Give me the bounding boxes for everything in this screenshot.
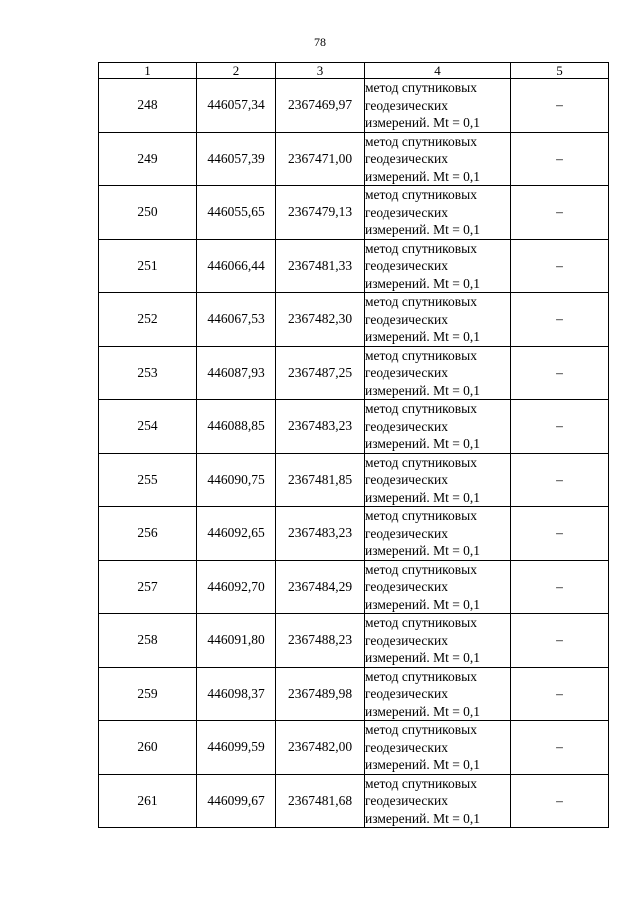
method-text-line: измерений. Mt = 0,1 [365, 543, 481, 558]
y-coordinate-cell: 2367482,00 [276, 721, 365, 775]
method-cell [365, 293, 511, 347]
method-text-line: измерений. Mt = 0,1 [365, 489, 481, 505]
method-cell [365, 239, 511, 293]
method-text-line: геодезических [365, 472, 448, 487]
table-header-row [99, 63, 609, 79]
table-row [99, 667, 609, 721]
y-coordinate-cell: 2367479,13 [276, 186, 365, 240]
method-text-line: измерений. Mt = 0,1 [365, 382, 481, 398]
method-text-line: измерений. Mt = 0,1 [365, 329, 481, 344]
method-text-line: геодезических [365, 97, 448, 113]
method-text-line: геодезических [365, 418, 448, 434]
x-coordinate-cell: 446092,70 [197, 560, 276, 614]
note-cell: – [511, 453, 609, 507]
method-text-line: измерений. Mt = 0,1 [365, 810, 481, 826]
method-text-line: геодезических [365, 151, 448, 166]
method-cell [365, 721, 511, 775]
method-text-line: метод спутниковых [365, 615, 477, 630]
y-coordinate-cell: 2367489,98 [276, 667, 365, 721]
y-coordinate-cell: 2367481,68 [276, 774, 365, 828]
method-text-line: геодезических [365, 525, 448, 541]
method-cell [365, 453, 511, 507]
table-row [99, 721, 609, 775]
y-coordinate-cell: 2367481,33 [276, 239, 365, 293]
x-coordinate-cell: 446066,44 [197, 239, 276, 293]
note-cell: – [511, 293, 609, 347]
method-text-line: геодезических [365, 739, 448, 755]
method-text-line: геодезических [365, 311, 448, 327]
method-text-line: измерений. Mt = 0,1 [365, 222, 481, 237]
method-text-line: геодезических [365, 632, 448, 648]
point-number-cell: 259 [99, 667, 197, 721]
method-cell [365, 507, 511, 561]
point-number-cell: 249 [99, 132, 197, 186]
note-cell: – [511, 132, 609, 186]
method-text-line: метод спутниковых [365, 240, 477, 256]
table-row [99, 400, 609, 454]
method-text-line: геодезических [365, 258, 448, 273]
coordinates-table [98, 62, 609, 828]
table-row [99, 453, 609, 507]
point-number-cell: 253 [99, 346, 197, 400]
x-coordinate-cell: 446099,67 [197, 774, 276, 828]
method-text-line: метод спутниковых [365, 294, 477, 309]
method-text-line: метод спутниковых [365, 561, 477, 577]
method-text-line: геодезических [365, 204, 448, 220]
column-header-3: 3 [276, 63, 365, 79]
page-number: 78 [314, 35, 326, 49]
note-cell: – [511, 560, 609, 614]
method-text-line: метод спутниковых [365, 508, 477, 523]
table-row [99, 560, 609, 614]
method-text-line: метод спутниковых [365, 668, 477, 684]
y-coordinate-cell: 2367484,29 [276, 560, 365, 614]
method-cell [365, 400, 511, 454]
method-text-line: метод спутниковых [365, 133, 477, 149]
method-text-line: измерений. Mt = 0,1 [365, 115, 481, 130]
method-text-line: измерений. Mt = 0,1 [365, 596, 481, 612]
note-cell: – [511, 721, 609, 775]
y-coordinate-cell: 2367481,85 [276, 453, 365, 507]
table-row [99, 79, 609, 133]
note-cell: – [511, 346, 609, 400]
y-coordinate-cell: 2367487,25 [276, 346, 365, 400]
method-cell [365, 186, 511, 240]
note-cell: – [511, 79, 609, 133]
x-coordinate-cell: 446098,37 [197, 667, 276, 721]
table-row [99, 614, 609, 668]
x-coordinate-cell: 446067,53 [197, 293, 276, 347]
method-cell [365, 774, 511, 828]
method-cell [365, 667, 511, 721]
method-text-line: измерений. Mt = 0,1 [365, 757, 481, 772]
x-coordinate-cell: 446055,65 [197, 186, 276, 240]
point-number-cell: 260 [99, 721, 197, 775]
method-text-line: геодезических [365, 686, 448, 701]
column-header-5: 5 [511, 63, 609, 79]
y-coordinate-cell: 2367483,23 [276, 507, 365, 561]
point-number-cell: 252 [99, 293, 197, 347]
x-coordinate-cell: 446057,34 [197, 79, 276, 133]
x-coordinate-cell: 446090,75 [197, 453, 276, 507]
table-row [99, 774, 609, 828]
method-text-line: метод спутниковых [365, 775, 477, 791]
x-coordinate-cell: 446087,93 [197, 346, 276, 400]
method-text-line: геодезических [365, 579, 448, 594]
method-text-line: измерений. Mt = 0,1 [365, 436, 481, 451]
method-text-line: метод спутниковых [365, 722, 477, 737]
note-cell: – [511, 667, 609, 721]
note-cell: – [511, 507, 609, 561]
table-row [99, 186, 609, 240]
table-row [99, 507, 609, 561]
point-number-cell: 261 [99, 774, 197, 828]
table-row [99, 132, 609, 186]
x-coordinate-cell: 446099,59 [197, 721, 276, 775]
method-text-line: метод спутниковых [365, 80, 477, 95]
point-number-cell: 251 [99, 239, 197, 293]
method-cell [365, 79, 511, 133]
method-cell [365, 560, 511, 614]
table-row [99, 293, 609, 347]
note-cell: – [511, 239, 609, 293]
note-cell: – [511, 614, 609, 668]
table-row [99, 346, 609, 400]
method-text-line: измерений. Mt = 0,1 [365, 168, 481, 184]
column-header-1: 1 [99, 63, 197, 79]
point-number-cell: 255 [99, 453, 197, 507]
method-text-line: метод спутниковых [365, 401, 477, 416]
column-header-4: 4 [365, 63, 511, 79]
note-cell: – [511, 400, 609, 454]
point-number-cell: 254 [99, 400, 197, 454]
y-coordinate-cell: 2367482,30 [276, 293, 365, 347]
method-cell [365, 614, 511, 668]
y-coordinate-cell: 2367471,00 [276, 132, 365, 186]
x-coordinate-cell: 446091,80 [197, 614, 276, 668]
note-cell: – [511, 774, 609, 828]
y-coordinate-cell: 2367483,23 [276, 400, 365, 454]
note-cell: – [511, 186, 609, 240]
y-coordinate-cell: 2367488,23 [276, 614, 365, 668]
method-text-line: геодезических [365, 365, 448, 380]
method-text-line: геодезических [365, 793, 448, 808]
column-header-2: 2 [197, 63, 276, 79]
y-coordinate-cell: 2367469,97 [276, 79, 365, 133]
table-row [99, 239, 609, 293]
method-text-line: метод спутниковых [365, 187, 477, 202]
method-cell [365, 132, 511, 186]
x-coordinate-cell: 446057,39 [197, 132, 276, 186]
point-number-cell: 258 [99, 614, 197, 668]
point-number-cell: 248 [99, 79, 197, 133]
method-text-line: измерений. Mt = 0,1 [365, 275, 481, 291]
point-number-cell: 257 [99, 560, 197, 614]
x-coordinate-cell: 446092,65 [197, 507, 276, 561]
method-text-line: метод спутниковых [365, 454, 477, 470]
method-text-line: измерений. Mt = 0,1 [365, 703, 481, 719]
x-coordinate-cell: 446088,85 [197, 400, 276, 454]
method-text-line: метод спутниковых [365, 347, 477, 363]
method-text-line: измерений. Mt = 0,1 [365, 650, 481, 665]
method-cell [365, 346, 511, 400]
point-number-cell: 250 [99, 186, 197, 240]
point-number-cell: 256 [99, 507, 197, 561]
